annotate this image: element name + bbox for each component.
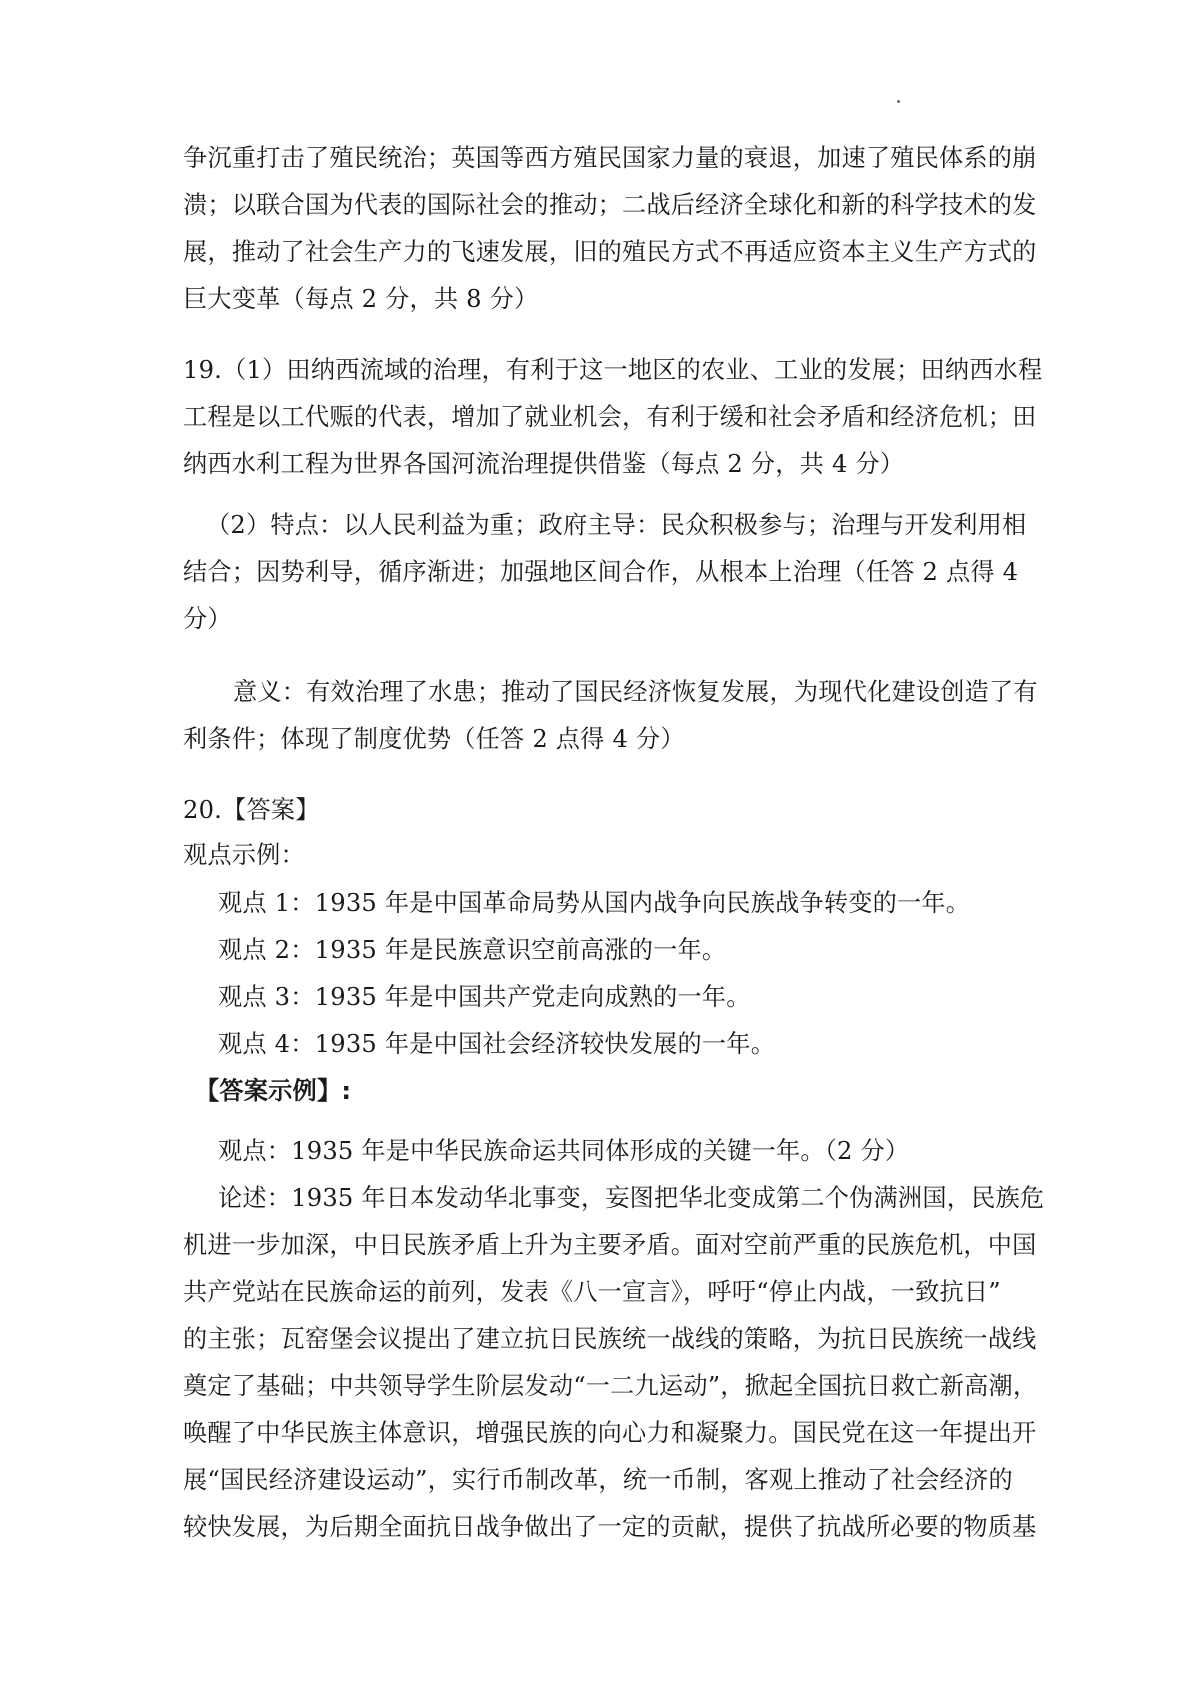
viewpoint-item: 观点 2：1935 年是民族意识空前高涨的一年。 xyxy=(218,936,727,964)
text-line: 奠定了基础；中共领导学生阶层发动“一二九运动”，掀起全国抗日救亡新高潮， xyxy=(183,1372,1038,1400)
text-line: 的主张；瓦窑堡会议提出了建立抗日民族统一战线的策略，为抗日民族统一战线 xyxy=(183,1325,1037,1353)
question-20-heading: 20.【答案】 xyxy=(183,796,320,824)
answer-example-heading: 【答案示例】: xyxy=(195,1077,352,1105)
text-line: 较快发展，为后期全面抗日战争做出了一定的贡献，提供了抗战所必要的物质基 xyxy=(183,1513,1037,1541)
text-line: 展“国民经济建设运动”，实行币制改革，统一币制，客观上推动了社会经济的 xyxy=(183,1466,1013,1494)
page-mark xyxy=(897,100,900,103)
question-19-line: 19.（1）田纳西流域的治理，有利于这一地区的农业、工业的发展；田纳西水程 xyxy=(183,356,1043,384)
text-line: 唤醒了中华民族主体意识，增强民族的向心力和凝聚力。国民党在这一年提出开 xyxy=(183,1419,1037,1447)
text-line: 工程是以工代赈的代表，增加了就业机会，有利于缓和社会矛盾和经济危机；田 xyxy=(183,403,1037,431)
text-line: 溃；以联合国为代表的国际社会的推动；二战后经济全球化和新的科学技术的发 xyxy=(183,191,1037,219)
text-line: 争沉重打击了殖民统治；英国等西方殖民国家力量的衰退，加速了殖民体系的崩 xyxy=(183,144,1037,172)
text-line: 展，推动了社会生产力的飞速发展，旧的殖民方式不再适应资本主义生产方式的 xyxy=(183,238,1037,266)
text-line: 机进一步加深，中日民族矛盾上升为主要矛盾。面对空前严重的民族危机，中国 xyxy=(183,1231,1037,1259)
sub-answer-2-line: （2）特点：以人民利益为重；政府主导：民众积极参与；治理与开发利用相 xyxy=(206,511,1027,539)
text-line: 结合；因势利导，循序渐进；加强地区间合作，从根本上治理（任答 2 点得 4 xyxy=(183,558,1019,586)
viewpoint-item: 观点 4：1935 年是中国社会经济较快发展的一年。 xyxy=(218,1030,776,1058)
text-line: 巨大变革（每点 2 分，共 8 分） xyxy=(183,285,539,313)
viewpoint-item: 观点 1：1935 年是中国革命局势从国内战争向民族战争转变的一年。 xyxy=(218,889,971,917)
significance-line: 意义：有效治理了水患；推动了国民经济恢复发展，为现代化建设创造了有 xyxy=(233,678,1038,706)
viewpoint-item: 观点 3：1935 年是中国共产党走向成熟的一年。 xyxy=(218,983,751,1011)
text-line: 分） xyxy=(183,605,232,633)
text-line: 纳西水利工程为世界各国河流治理提供借鉴（每点 2 分，共 4 分） xyxy=(183,450,905,478)
text-line: 利条件；体现了制度优势（任答 2 点得 4 分） xyxy=(183,725,685,753)
text-line: 观点示例： xyxy=(183,841,305,869)
text-line: 共产党站在民族命运的前列，发表《八一宣言》，呼吁“停止内战，一致抗日” xyxy=(183,1278,1001,1306)
text-line: 论述：1935 年日本发动华北事变，妄图把华北变成第二个伪满洲国，民族危 xyxy=(218,1184,1045,1212)
text-line: 观点：1935 年是中华民族命运共同体形成的关键一年。（2 分） xyxy=(218,1137,910,1165)
